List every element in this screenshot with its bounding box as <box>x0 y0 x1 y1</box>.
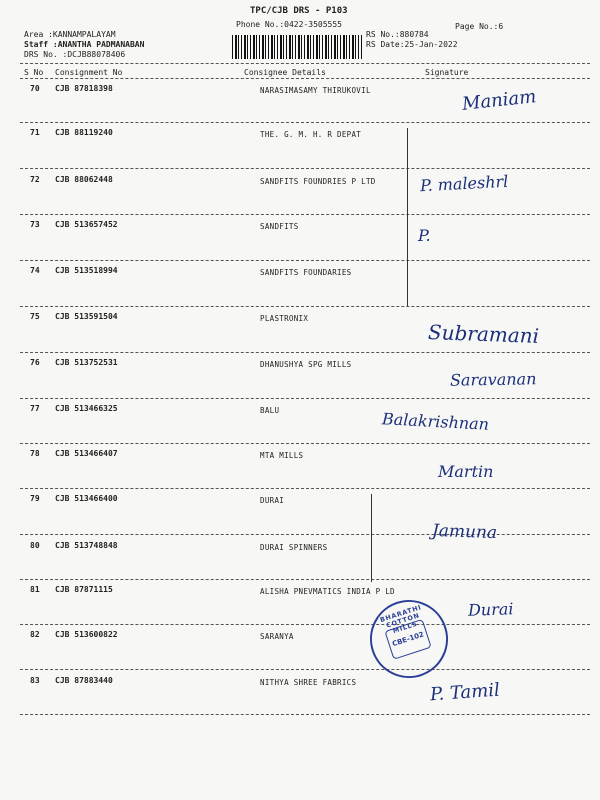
row-sno: 71 <box>30 128 40 137</box>
signature: P. <box>418 226 431 245</box>
page-number: Page No.:6 <box>455 22 504 31</box>
col-consignment: Consignment No <box>55 68 123 77</box>
row-divider <box>20 443 590 444</box>
signature: Subramani <box>427 320 540 348</box>
row-sno: 82 <box>30 630 40 639</box>
row-consignee: THE. G. M. H. R DEPAT <box>260 130 362 139</box>
row-consignment: CJB 513748848 <box>55 541 118 550</box>
barcode <box>232 35 362 59</box>
row-divider <box>20 168 590 169</box>
doc-title: TPC/CJB DRS - P103 <box>250 6 348 16</box>
company-stamp <box>360 590 458 688</box>
row-consignment: CJB 87818398 <box>55 84 113 93</box>
row-divider <box>20 669 590 670</box>
row-consignee: SARANYA <box>260 632 294 641</box>
stamp-center-text: CBE-102 <box>384 619 431 660</box>
columns-divider <box>20 78 590 79</box>
row-sno: 80 <box>30 541 40 550</box>
header-divider <box>20 63 590 64</box>
col-signature: Signature <box>425 68 469 77</box>
row-sno: 72 <box>30 175 40 184</box>
phone-number: Phone No.:0422-3505555 <box>236 20 342 29</box>
signature: Martin <box>438 462 494 481</box>
row-divider <box>20 352 590 353</box>
row-consignee: NARASIMASAMY THIRUKOVIL <box>260 86 371 95</box>
rs-date: RS Date:25-Jan-2022 <box>366 40 458 49</box>
row-sno: 73 <box>30 220 40 229</box>
signature: P. maleshrl <box>419 171 509 196</box>
signature: Maniam <box>461 86 538 115</box>
row-sno: 83 <box>30 676 40 685</box>
row-sno: 75 <box>30 312 40 321</box>
row-consignment: CJB 513466407 <box>55 449 118 458</box>
row-consignee: BALU <box>260 406 280 415</box>
row-sno: 77 <box>30 404 40 413</box>
row-consignee: DURAI SPINNERS <box>260 543 328 552</box>
stamp-ring-text: BHARATHI COTTON MILLS <box>379 603 423 635</box>
rs-number: RS No.:880784 <box>366 30 429 39</box>
row-divider <box>20 306 590 307</box>
row-consignee: SANDFITS <box>260 222 299 231</box>
row-sno: 76 <box>30 358 40 367</box>
row-sno: 81 <box>30 585 40 594</box>
row-consignee: PLASTRONIX <box>260 314 309 323</box>
row-divider <box>20 260 590 261</box>
row-consignee: SANDFITS FOUNDARIES <box>260 268 352 277</box>
bracket-line <box>407 128 408 306</box>
row-consignment: CJB 88062448 <box>55 175 113 184</box>
row-consignee: ALISHA PNEVMATICS INDIA P LD <box>260 587 395 596</box>
row-divider <box>20 579 590 580</box>
signature: Durai <box>467 599 514 620</box>
bracket-line <box>371 494 372 582</box>
signature: P. Tamil <box>429 679 501 706</box>
row-consignee: MTA MILLS <box>260 451 304 460</box>
row-divider <box>20 122 590 123</box>
row-consignee: DHANUSHYA SPG MILLS <box>260 360 352 369</box>
row-sno: 74 <box>30 266 40 275</box>
col-consignee: Consignee Details <box>244 68 326 77</box>
staff: Staff :ANANTHA PADMANABAN <box>24 40 145 49</box>
signature: Saravanan <box>449 369 537 390</box>
row-consignment: CJB 513518994 <box>55 266 118 275</box>
row-consignment: CJB 88119240 <box>55 128 113 137</box>
drs-number: DRS No. :DCJB88078406 <box>24 50 126 59</box>
signature: Jamuna <box>431 520 498 544</box>
row-consignee: DURAI <box>260 496 285 505</box>
row-sno: 78 <box>30 449 40 458</box>
row-divider <box>20 534 590 535</box>
row-sno: 79 <box>30 494 40 503</box>
row-sno: 70 <box>30 84 40 93</box>
row-consignment: CJB 87871115 <box>55 585 113 594</box>
row-divider <box>20 624 590 625</box>
row-consignee: NITHYA SHREE FABRICS <box>260 678 357 687</box>
row-consignment: CJB 87883440 <box>55 676 113 685</box>
area: Area :KANNAMPALAYAM <box>24 30 116 39</box>
row-consignment: CJB 513591504 <box>55 312 118 321</box>
row-divider <box>20 214 590 215</box>
col-sno: S No <box>24 68 44 77</box>
row-divider <box>20 398 590 399</box>
row-consignment: CJB 513752531 <box>55 358 118 367</box>
row-consignment: CJB 513657452 <box>55 220 118 229</box>
row-divider <box>20 488 590 489</box>
row-consignment: CJB 513466325 <box>55 404 118 413</box>
row-consignment: CJB 513600822 <box>55 630 118 639</box>
row-consignee: SANDFITS FOUNDRIES P LTD <box>260 177 376 186</box>
signature: Balakrishnan <box>381 409 490 434</box>
row-consignment: CJB 513466400 <box>55 494 118 503</box>
row-divider <box>20 714 590 715</box>
